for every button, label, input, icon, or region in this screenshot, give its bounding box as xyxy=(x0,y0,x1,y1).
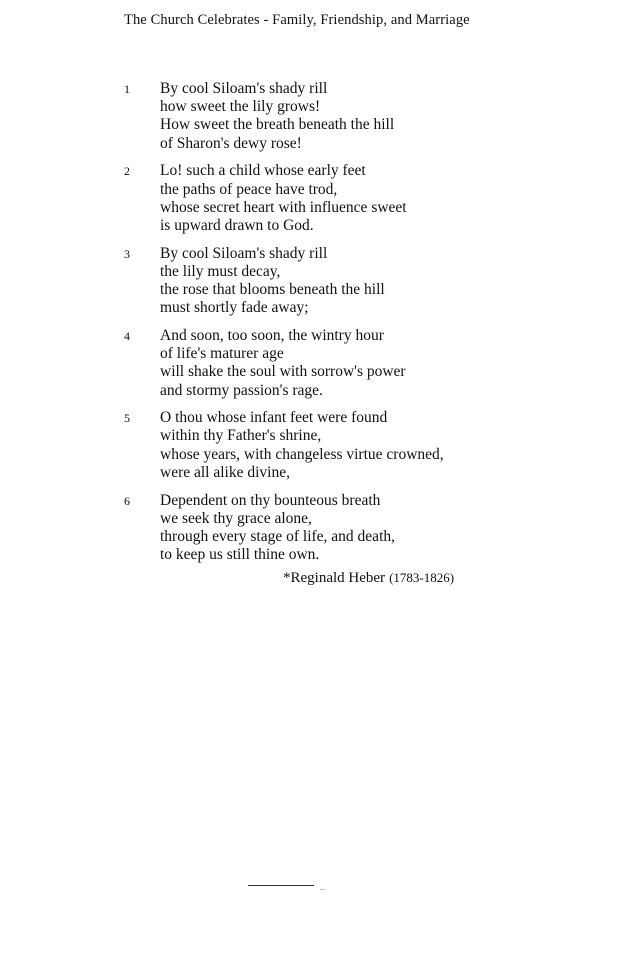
verse-lines xyxy=(160,162,504,235)
verse-line: through every stage of life, and death, xyxy=(160,527,395,545)
verse xyxy=(124,409,504,482)
footer-rule xyxy=(248,885,314,886)
author-name: *Reginald Heber xyxy=(283,570,386,586)
verse xyxy=(124,327,504,400)
verse-line: O thou whose infant feet were found xyxy=(160,409,388,427)
verse-line: Dependent on thy bounteous breath xyxy=(160,491,381,509)
verse-lines xyxy=(160,327,504,400)
verse xyxy=(124,162,504,235)
verse-lines xyxy=(160,80,504,153)
verse-line: the lily must decay, xyxy=(160,262,281,280)
verse-number: 4 xyxy=(124,328,130,343)
verse-line: within thy Father's shrine, xyxy=(160,427,322,445)
verse-line: the rose that blooms beneath the hill xyxy=(160,281,385,299)
verse-line: is upward drawn to God. xyxy=(160,216,314,234)
verse xyxy=(124,245,504,318)
verse-line: How sweet the breath beneath the hill xyxy=(160,116,395,134)
verse-line: of life's maturer age xyxy=(160,345,284,363)
verse-line: to keep us still thine own. xyxy=(160,546,320,564)
verse-line: how sweet the lily grows! xyxy=(160,98,321,116)
verse-lines xyxy=(160,492,504,565)
verse-number: 2 xyxy=(124,164,130,179)
verse-number: 1 xyxy=(124,82,130,96)
verse-line: were all alike divine, xyxy=(160,463,290,481)
verse-number: 3 xyxy=(124,246,130,261)
verse-number: 5 xyxy=(124,411,130,426)
author-dates: (1783-1826) xyxy=(389,570,455,585)
verse-line: By cool Siloam's shady rill xyxy=(160,80,328,97)
verse xyxy=(124,80,504,153)
verse-line: we seek thy grace alone, xyxy=(160,509,312,527)
hymn-text xyxy=(124,80,504,574)
verse-line: And soon, too soon, the wintry hour xyxy=(160,326,384,344)
verse-lines xyxy=(160,409,504,482)
verse-line: and stormy passion's rage. xyxy=(160,381,323,399)
footer-mark: .. xyxy=(320,882,325,892)
verse-line: the paths of peace have trod, xyxy=(160,180,338,198)
verse-line: whose secret heart with influence sweet xyxy=(160,198,407,216)
verse-line: whose years, with changeless virtue crowned, xyxy=(160,445,444,463)
verse xyxy=(124,492,504,565)
verse-line: Lo! such a child whose early feet xyxy=(160,162,366,180)
verse-line: of Sharon's dewy rose! xyxy=(160,134,302,152)
verse-line: By cool Siloam's shady rill xyxy=(160,244,328,262)
verse-line: must shortly fade away; xyxy=(160,299,309,317)
verse-line: will shake the soul with sorrow's power xyxy=(160,363,406,381)
verse-lines xyxy=(160,245,504,318)
verse-number: 6 xyxy=(124,493,130,508)
running-header: The Church Celebrates - Family, Friendship, and Marriage xyxy=(124,12,470,28)
attribution xyxy=(283,570,454,587)
